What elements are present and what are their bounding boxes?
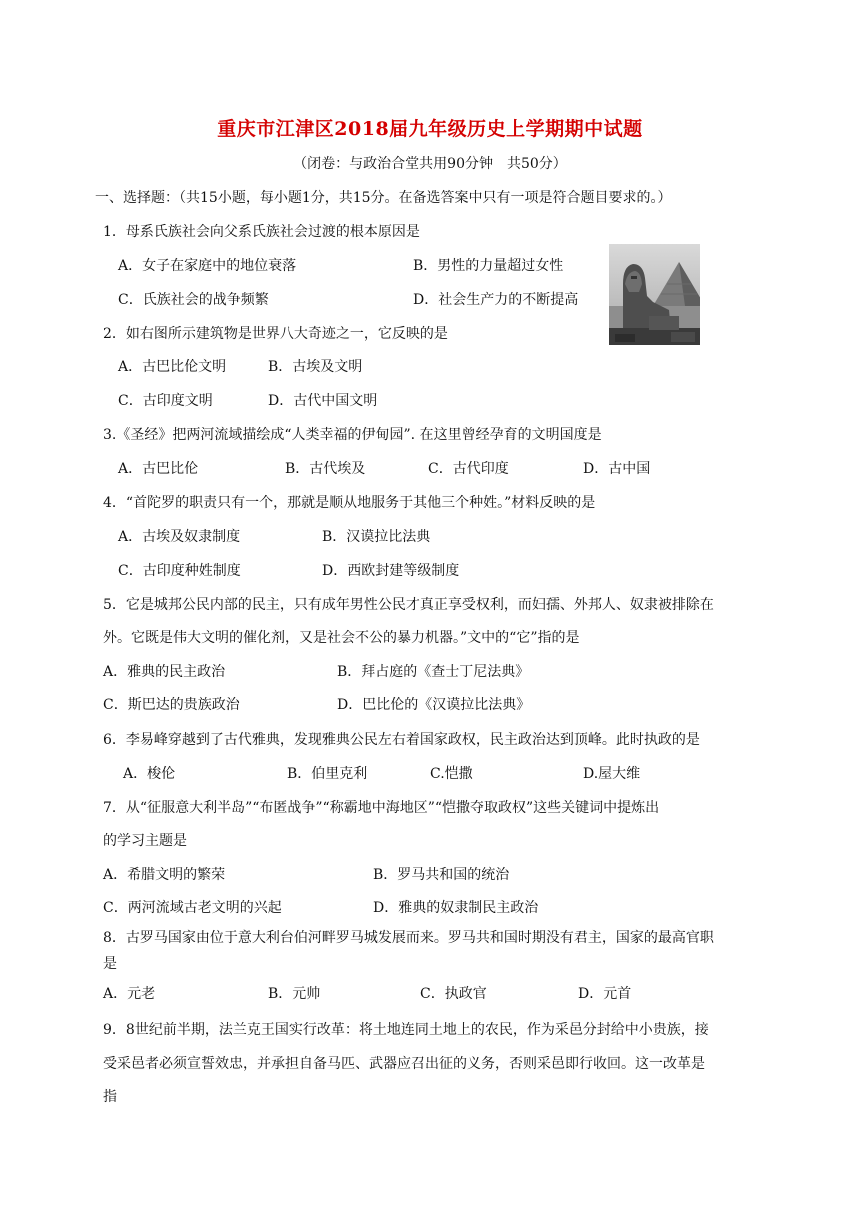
option-a: A．古埃及奴隶制度 <box>118 529 241 545</box>
option-d: D．巴比伦的《汉谟拉比法典》 <box>337 697 531 713</box>
question-stem: 6．李易峰穿越到了古代雅典，发现雅典公民左右着国家政权，民主政治达到顶峰。此时执政的是 <box>103 732 700 748</box>
option-d: D．雅典的奴隶制民主政治 <box>373 900 539 916</box>
option-c: C．两河流域古老文明的兴起 <box>103 900 282 916</box>
option-b: B．古埃及文明 <box>268 359 363 375</box>
option-d: D．西欧封建等级制度 <box>322 563 460 579</box>
option-b: B．古代埃及 <box>285 461 366 477</box>
option-a: A．梭伦 <box>123 766 176 782</box>
option-c: C．斯巴达的贵族政治 <box>103 697 240 713</box>
question-stem-line-2: 的学习主题是 <box>103 833 187 849</box>
option-a: A．希腊文明的繁荣 <box>103 867 226 883</box>
question-stem-line-1: 8．古罗马国家由位于意大利台伯河畔罗马城发展而来。罗马共和国时期没有君主，国家的最高官职 <box>103 930 714 946</box>
option-a: A．古巴比伦 <box>118 461 199 477</box>
option-c: C．古印度种姓制度 <box>118 563 241 579</box>
sphinx-pyramid-photo <box>609 244 700 345</box>
option-b: B．伯里克利 <box>287 766 368 782</box>
option-c: C．氏族社会的战争频繁 <box>118 292 269 308</box>
option-c: C．古代印度 <box>428 461 509 477</box>
question-stem: 2．如右图所示建筑物是世界八大奇迹之一，它反映的是 <box>103 326 448 342</box>
question-stem: 4．“首陀罗的职责只有一个，那就是顺从地服务于其他三个种姓。”材料反映的是 <box>103 495 596 511</box>
option-a: A．元老 <box>103 986 156 1002</box>
question-stem: 1．母系氏族社会向父系氏族社会过渡的根本原因是 <box>103 224 420 240</box>
option-b: B．男性的力量超过女性 <box>413 258 564 274</box>
page-title: 重庆市江津区2018届九年级历史上学期期中试题 <box>217 118 643 140</box>
exam-subtitle: （闭卷：与政治合堂共用90分钟 共50分） <box>293 156 567 172</box>
option-d: D．社会生产力的不断提高 <box>413 292 579 308</box>
option-a: A．雅典的民主政治 <box>103 664 226 680</box>
option-c: C．执政官 <box>420 986 487 1002</box>
option-a: A．女子在家庭中的地位衰落 <box>118 258 297 274</box>
question-stem-line-1: 5．它是城邦公民内部的民主，只有成年男性公民才真正享受权利，而妇孺、外邦人、奴隶被排除在 <box>103 597 714 613</box>
question-stem-line-2: 外。它既是伟大文明的催化剂，又是社会不公的暴力机器。”文中的“它”指的是 <box>103 630 580 646</box>
option-b: B．汉谟拉比法典 <box>322 529 431 545</box>
option-d: D．古代中国文明 <box>268 393 378 409</box>
question-stem: 3.《圣经》把两河流域描绘成“人类幸福的伊甸园”. 在这里曾经孕育的文明国度是 <box>103 427 602 443</box>
question-stem-line-1: 9．8世纪前半期，法兰克王国实行改革：将土地连同土地上的农民，作为采邑分封给中小贵族，接 <box>103 1022 709 1038</box>
question-stem-line-2: 受采邑者必须宣誓效忠，并承担自备马匹、武器应召出征的义务，否则采邑即行收回。这一改革是 <box>103 1056 705 1072</box>
option-d: D.屋大维 <box>583 766 641 782</box>
section-heading: 一、选择题：（共15小题，每小题1分，共15分。在备选答案中只有一项是符合题目要求的。） <box>95 190 672 206</box>
option-c: C.恺撒 <box>430 766 473 782</box>
question-stem-line-1: 7．从“征服意大利半岛”“布匿战争”“称霸地中海地区”“恺撒夺取政权”这些关键词中提炼出 <box>103 800 660 816</box>
question-stem-line-3: 指 <box>103 1089 117 1105</box>
option-a: A．古巴比伦文明 <box>118 359 227 375</box>
option-d: D．元首 <box>578 986 632 1002</box>
option-c: C．古印度文明 <box>118 393 213 409</box>
option-b: B．拜占庭的《查士丁尼法典》 <box>337 664 530 680</box>
option-d: D．古中国 <box>583 461 651 477</box>
question-stem-line-2: 是 <box>103 956 117 972</box>
option-b: B．罗马共和国的统治 <box>373 867 510 883</box>
option-b: B．元帅 <box>268 986 321 1002</box>
sphinx-pyramid-icon <box>609 244 700 345</box>
